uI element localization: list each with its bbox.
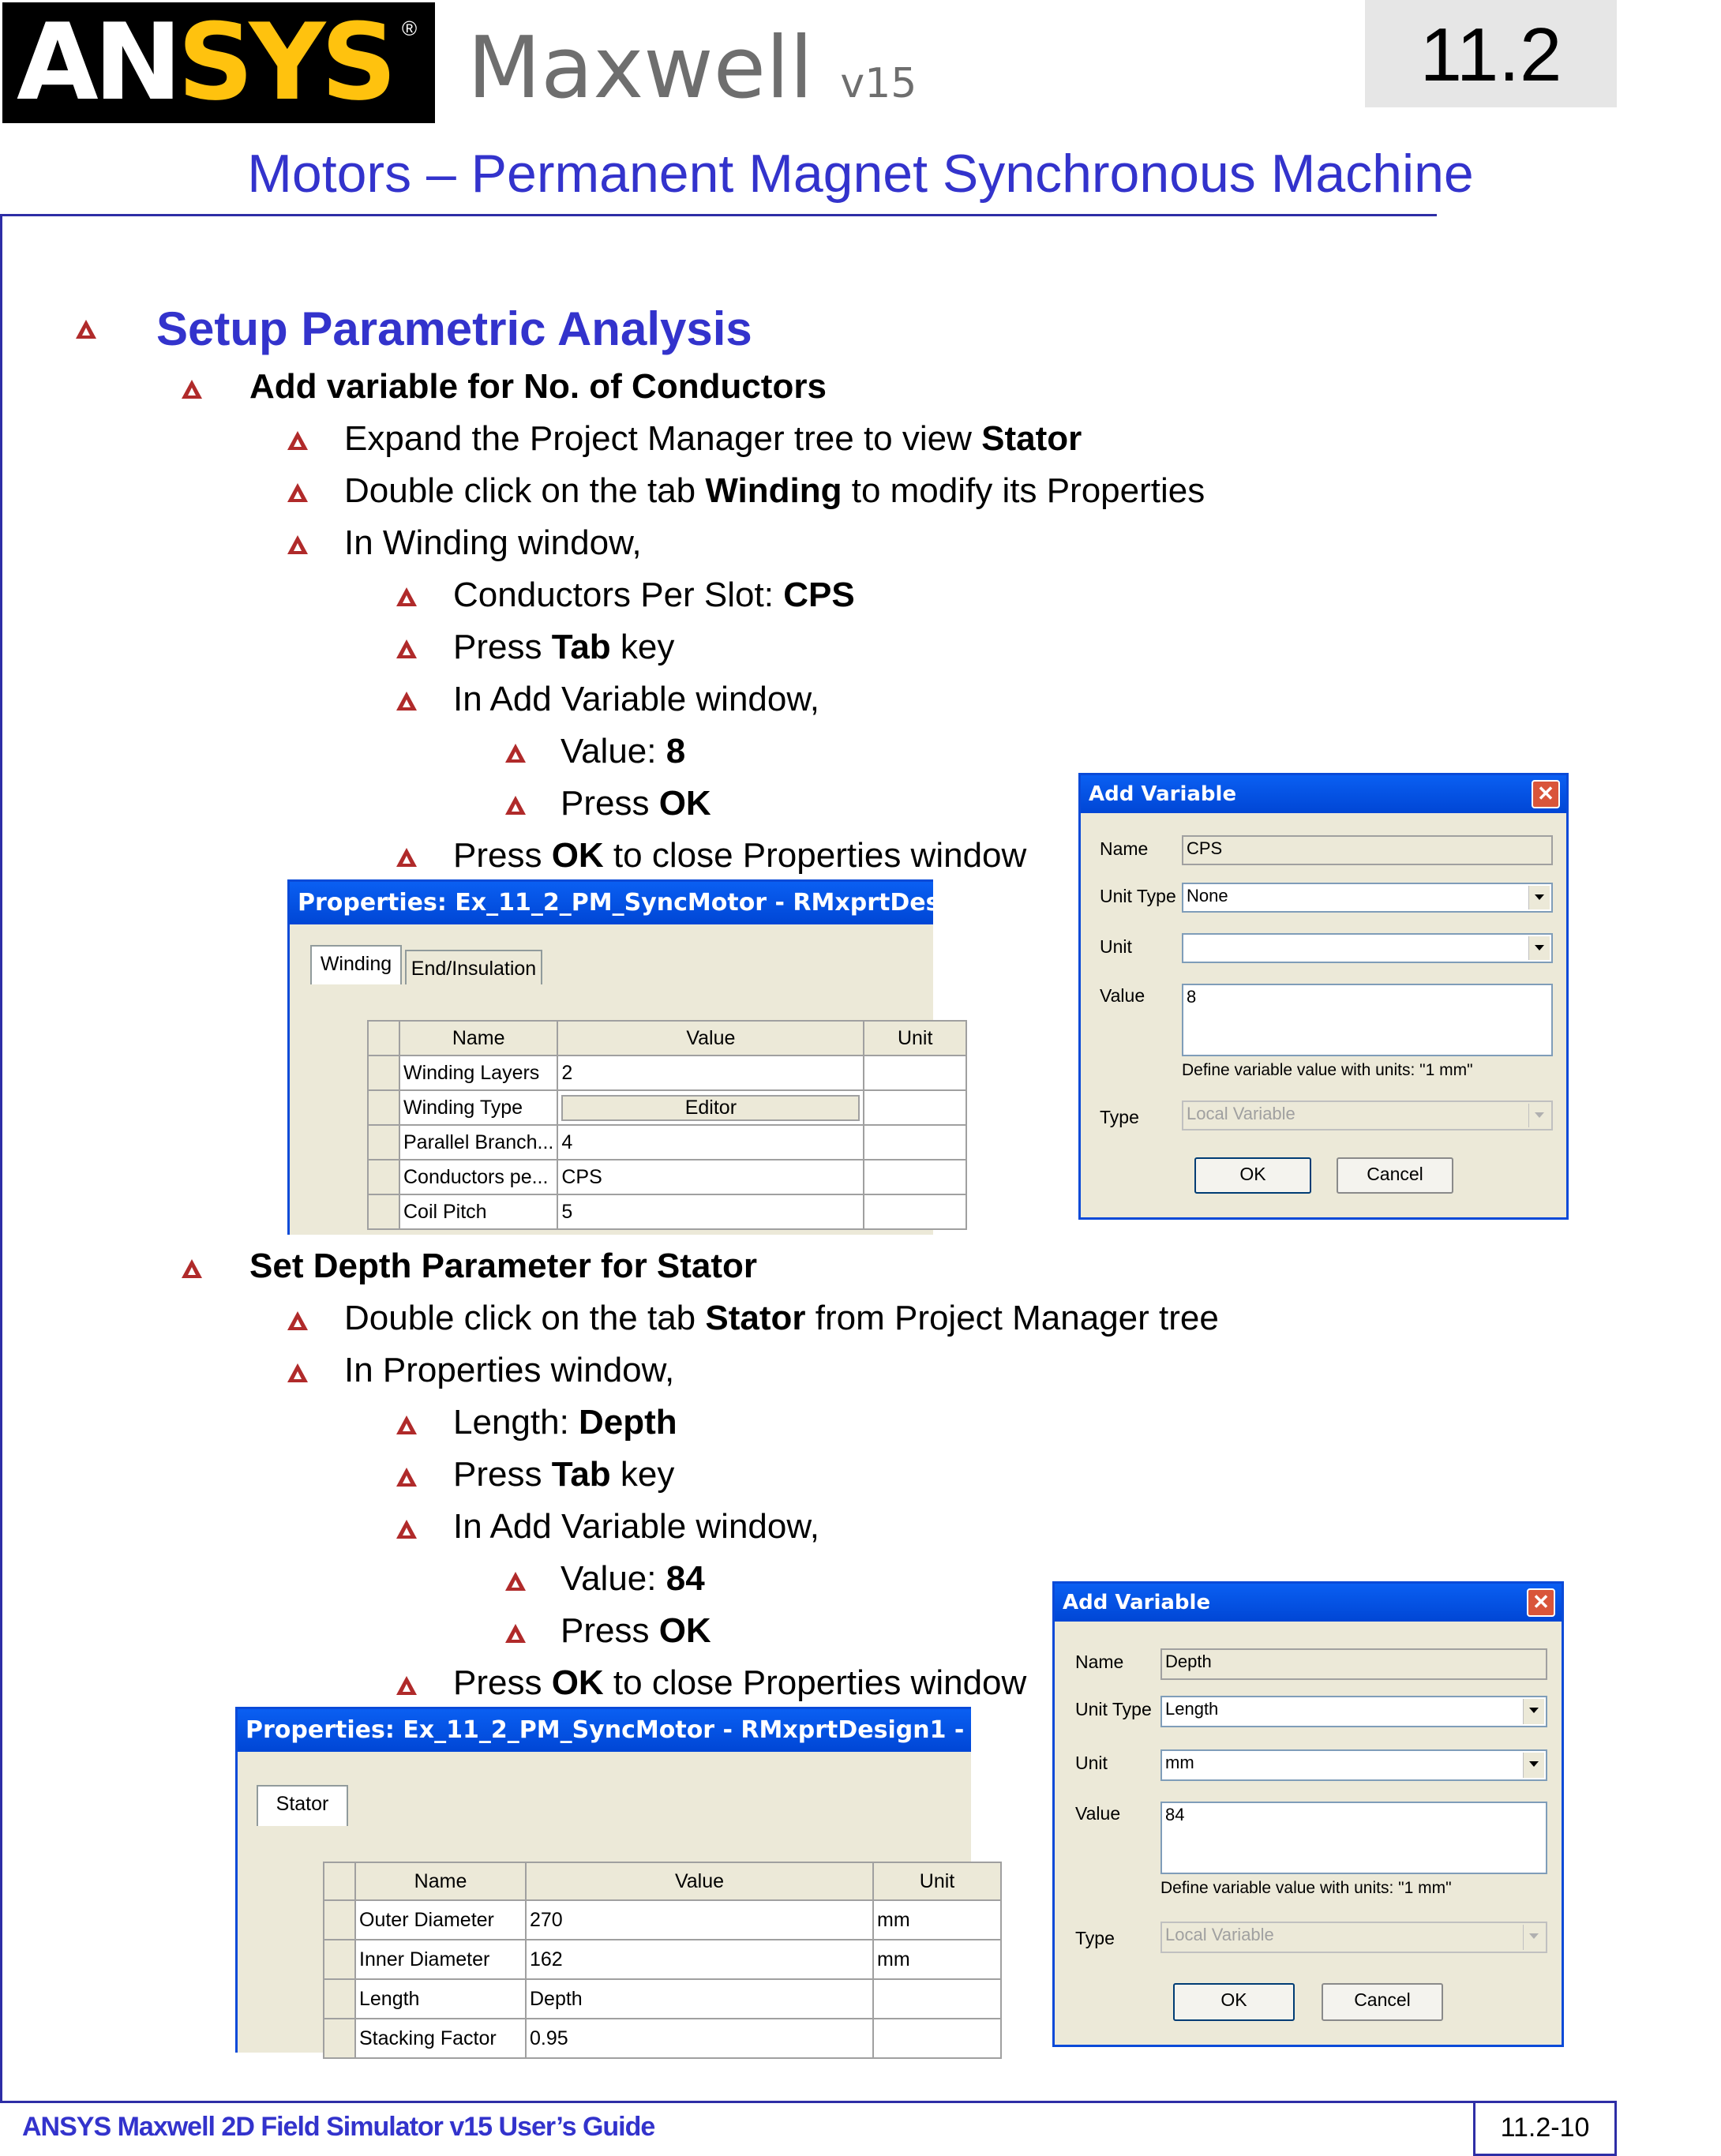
cell-value[interactable]: 162 — [526, 1940, 873, 1979]
row-selector[interactable] — [324, 1979, 355, 2019]
table-row[interactable] — [324, 1979, 1001, 2019]
bullet-icon — [396, 587, 417, 606]
cell-value[interactable]: Depth — [526, 1979, 873, 2019]
cell-name: Length — [355, 1979, 526, 2019]
table-row[interactable] — [368, 1194, 966, 1229]
value-field[interactable]: 8 — [1182, 984, 1553, 1056]
step-text: Expand the Project Manager tree to view Stator — [344, 419, 1082, 458]
bullet-icon — [505, 1572, 526, 1591]
table-row[interactable] — [368, 1160, 966, 1194]
properties-table — [367, 1020, 967, 1230]
bullet-icon — [287, 483, 308, 502]
value-hint: Define variable value with units: "1 mm" — [1160, 1879, 1452, 1897]
product-version: v15 — [840, 60, 917, 107]
chapter-number: 11.2 — [1419, 13, 1562, 97]
unit-type-select[interactable]: None — [1182, 883, 1553, 913]
step-text: Value: 84 — [561, 1559, 705, 1598]
step-text: In Add Variable window, — [453, 680, 819, 718]
cell-unit — [873, 1979, 1001, 2019]
bullet-icon — [505, 1624, 526, 1643]
chevron-down-icon[interactable] — [1523, 1925, 1544, 1950]
bullet-icon — [76, 320, 96, 339]
step-text: Press OK to close Properties window — [453, 836, 1027, 875]
chevron-down-icon[interactable] — [1528, 1104, 1550, 1127]
ok-button[interactable]: OK — [1173, 1983, 1295, 2021]
value-field[interactable]: 84 — [1160, 1802, 1547, 1874]
bullet-icon — [182, 380, 202, 399]
step-text: Length: Depth — [453, 1403, 677, 1442]
type-label: Type — [1075, 1928, 1115, 1948]
bullet-icon — [396, 692, 417, 711]
cell-value[interactable]: 270 — [526, 1900, 873, 1940]
name-label: Name — [1100, 838, 1149, 859]
step-text: Double click on the tab Stator from Project Manager tree — [344, 1299, 1219, 1337]
cell-name: Winding Layers — [399, 1056, 557, 1090]
cell-value[interactable]: 0.95 — [526, 2019, 873, 2058]
tab-winding[interactable]: Winding — [310, 945, 402, 984]
dialog-title: Add Variable — [1055, 1584, 1562, 1622]
footer-text: ANSYS Maxwell 2D Field Simulator v15 User’s Guide — [22, 2112, 655, 2142]
bullet-icon — [287, 535, 308, 554]
dialog-title: Add Variable — [1081, 775, 1566, 813]
chevron-down-icon[interactable] — [1523, 1699, 1544, 1724]
ok-button[interactable]: OK — [1194, 1157, 1311, 1194]
type-select[interactable]: Local Variable — [1160, 1922, 1547, 1953]
step-text: Press Tab key — [453, 1455, 675, 1494]
cell-unit — [864, 1125, 966, 1160]
column-header-name: Name — [399, 1021, 557, 1056]
name-field[interactable]: CPS — [1182, 835, 1553, 865]
value-label: Value — [1075, 1803, 1121, 1824]
footer-rule — [0, 2101, 1617, 2103]
step-text: In Properties window, — [344, 1351, 675, 1389]
unit-label: Unit — [1075, 1753, 1108, 1773]
editor-button[interactable]: Editor — [561, 1095, 860, 1121]
close-icon[interactable]: ✕ — [1527, 1588, 1555, 1617]
properties-window — [287, 879, 1048, 1235]
cell-name: Stacking Factor — [355, 2019, 526, 2058]
row-selector[interactable] — [368, 1090, 399, 1125]
column-header-unit: Unit — [873, 1862, 1001, 1900]
cell-unit — [864, 1056, 966, 1090]
unit-select[interactable] — [1182, 933, 1553, 963]
column-header-value: Value — [526, 1862, 873, 1900]
row-selector[interactable] — [368, 1056, 399, 1090]
name-label: Name — [1075, 1652, 1124, 1672]
cell-value[interactable]: CPS — [557, 1160, 864, 1194]
step-text: In Winding window, — [344, 523, 642, 562]
unit-type-select[interactable]: Length — [1160, 1696, 1547, 1727]
cell-value[interactable]: 2 — [557, 1056, 864, 1090]
row-selector[interactable] — [324, 1900, 355, 1940]
cell-value[interactable]: 5 — [557, 1194, 864, 1229]
cell-unit — [864, 1090, 966, 1125]
tab-stator[interactable]: Stator — [257, 1785, 348, 1826]
cancel-button[interactable]: Cancel — [1337, 1157, 1453, 1194]
product-name: Maxwell v15 — [467, 19, 917, 118]
cell-name: Coil Pitch — [399, 1194, 557, 1229]
registered-mark: ® — [402, 17, 418, 40]
unit-select[interactable]: mm — [1160, 1749, 1547, 1781]
bullet-icon — [396, 1468, 417, 1487]
bullet-icon — [396, 1676, 417, 1695]
bullet-icon — [505, 744, 526, 763]
cell-value[interactable]: 4 — [557, 1125, 864, 1160]
table-row[interactable] — [368, 1125, 966, 1160]
step-text: Value: 8 — [561, 732, 686, 771]
chapter-box — [1365, 0, 1617, 107]
frame-left-rule — [0, 214, 2, 2103]
row-selector-header — [368, 1021, 399, 1056]
add-variable-dialog — [1078, 773, 1569, 1220]
row-selector[interactable] — [368, 1160, 399, 1194]
column-header-value: Value — [557, 1021, 864, 1056]
title-rule — [0, 214, 1437, 216]
table-row[interactable] — [324, 2019, 1001, 2058]
cell-name: Conductors pe... — [399, 1160, 557, 1194]
step-text: Press OK — [561, 784, 711, 823]
page-number-box — [1473, 2101, 1617, 2156]
cell-unit — [873, 2019, 1001, 2058]
properties-window — [235, 1707, 1012, 2053]
bullet-icon — [396, 1415, 417, 1434]
ansys-logo — [2, 2, 435, 123]
column-header-unit: Unit — [864, 1021, 966, 1056]
subsection-title-2: Set Depth Parameter for Stator — [249, 1247, 758, 1285]
step-text: Press OK — [561, 1611, 711, 1650]
cell-name: Inner Diameter — [355, 1940, 526, 1979]
table-row[interactable] — [368, 1056, 966, 1090]
window-title: Properties: Ex_11_2_PM_SyncMotor - RMxprtDesign1 - M — [290, 882, 933, 924]
section-heading: Setup Parametric Analysis — [156, 302, 752, 355]
bullet-icon — [396, 1520, 417, 1539]
bullet-icon — [287, 1363, 308, 1382]
step-text: Double click on the tab Winding to modify its Properties — [344, 471, 1205, 510]
logo-text: ANSYS — [17, 1, 392, 124]
cancel-button[interactable]: Cancel — [1322, 1983, 1443, 2021]
cell-unit — [864, 1160, 966, 1194]
bullet-icon — [287, 1311, 308, 1330]
bullet-icon — [182, 1259, 202, 1278]
window-title: Properties: Ex_11_2_PM_SyncMotor - RMxprtDesign1 - Ma — [238, 1709, 971, 1752]
cell-name: Parallel Branch... — [399, 1125, 557, 1160]
row-selector[interactable] — [368, 1125, 399, 1160]
add-variable-dialog — [1052, 1581, 1564, 2047]
row-selector[interactable] — [324, 1940, 355, 1979]
step-text: Press OK to close Properties window — [453, 1663, 1027, 1702]
row-selector[interactable] — [368, 1194, 399, 1229]
step-text: Press Tab key — [453, 628, 675, 666]
chevron-down-icon[interactable] — [1523, 1753, 1544, 1778]
row-selector-header — [324, 1862, 355, 1900]
value-label: Value — [1100, 985, 1145, 1006]
unit-label: Unit — [1100, 936, 1132, 957]
cell-name: Winding Type — [399, 1090, 557, 1125]
subsection-title-1: Add variable for No. of Conductors — [249, 367, 827, 406]
row-selector[interactable] — [324, 2019, 355, 2058]
unit-type-label: Unit Type — [1100, 886, 1176, 906]
table-row[interactable] — [324, 1900, 1001, 1940]
table-row[interactable] — [324, 1940, 1001, 1979]
step-text: In Add Variable window, — [453, 1507, 819, 1546]
chevron-down-icon[interactable] — [1528, 936, 1550, 960]
tab-end-insulation[interactable]: End/Insulation — [405, 950, 542, 984]
bullet-icon — [505, 796, 526, 815]
value-hint: Define variable value with units: "1 mm" — [1182, 1061, 1473, 1079]
cell-value — [557, 1090, 864, 1125]
chevron-down-icon[interactable] — [1528, 886, 1550, 909]
slide-title: Motors – Permanent Magnet Synchronous Machine — [247, 144, 1474, 204]
column-header-name: Name — [355, 1862, 526, 1900]
name-field[interactable]: Depth — [1160, 1648, 1547, 1680]
bullet-icon — [396, 639, 417, 658]
bullet-icon — [396, 848, 417, 867]
page-number: 11.2-10 — [1500, 2113, 1590, 2143]
step-text: Conductors Per Slot: CPS — [453, 576, 855, 614]
unit-type-label: Unit Type — [1075, 1699, 1152, 1719]
table-row[interactable] — [368, 1090, 966, 1125]
cell-unit: mm — [873, 1900, 1001, 1940]
bullet-icon — [287, 431, 308, 450]
properties-table — [323, 1862, 1002, 2059]
cell-unit: mm — [873, 1940, 1001, 1979]
type-select[interactable]: Local Variable — [1182, 1100, 1553, 1130]
cell-unit — [864, 1194, 966, 1229]
close-icon[interactable]: ✕ — [1532, 780, 1560, 808]
cell-name: Outer Diameter — [355, 1900, 526, 1940]
type-label: Type — [1100, 1107, 1139, 1127]
